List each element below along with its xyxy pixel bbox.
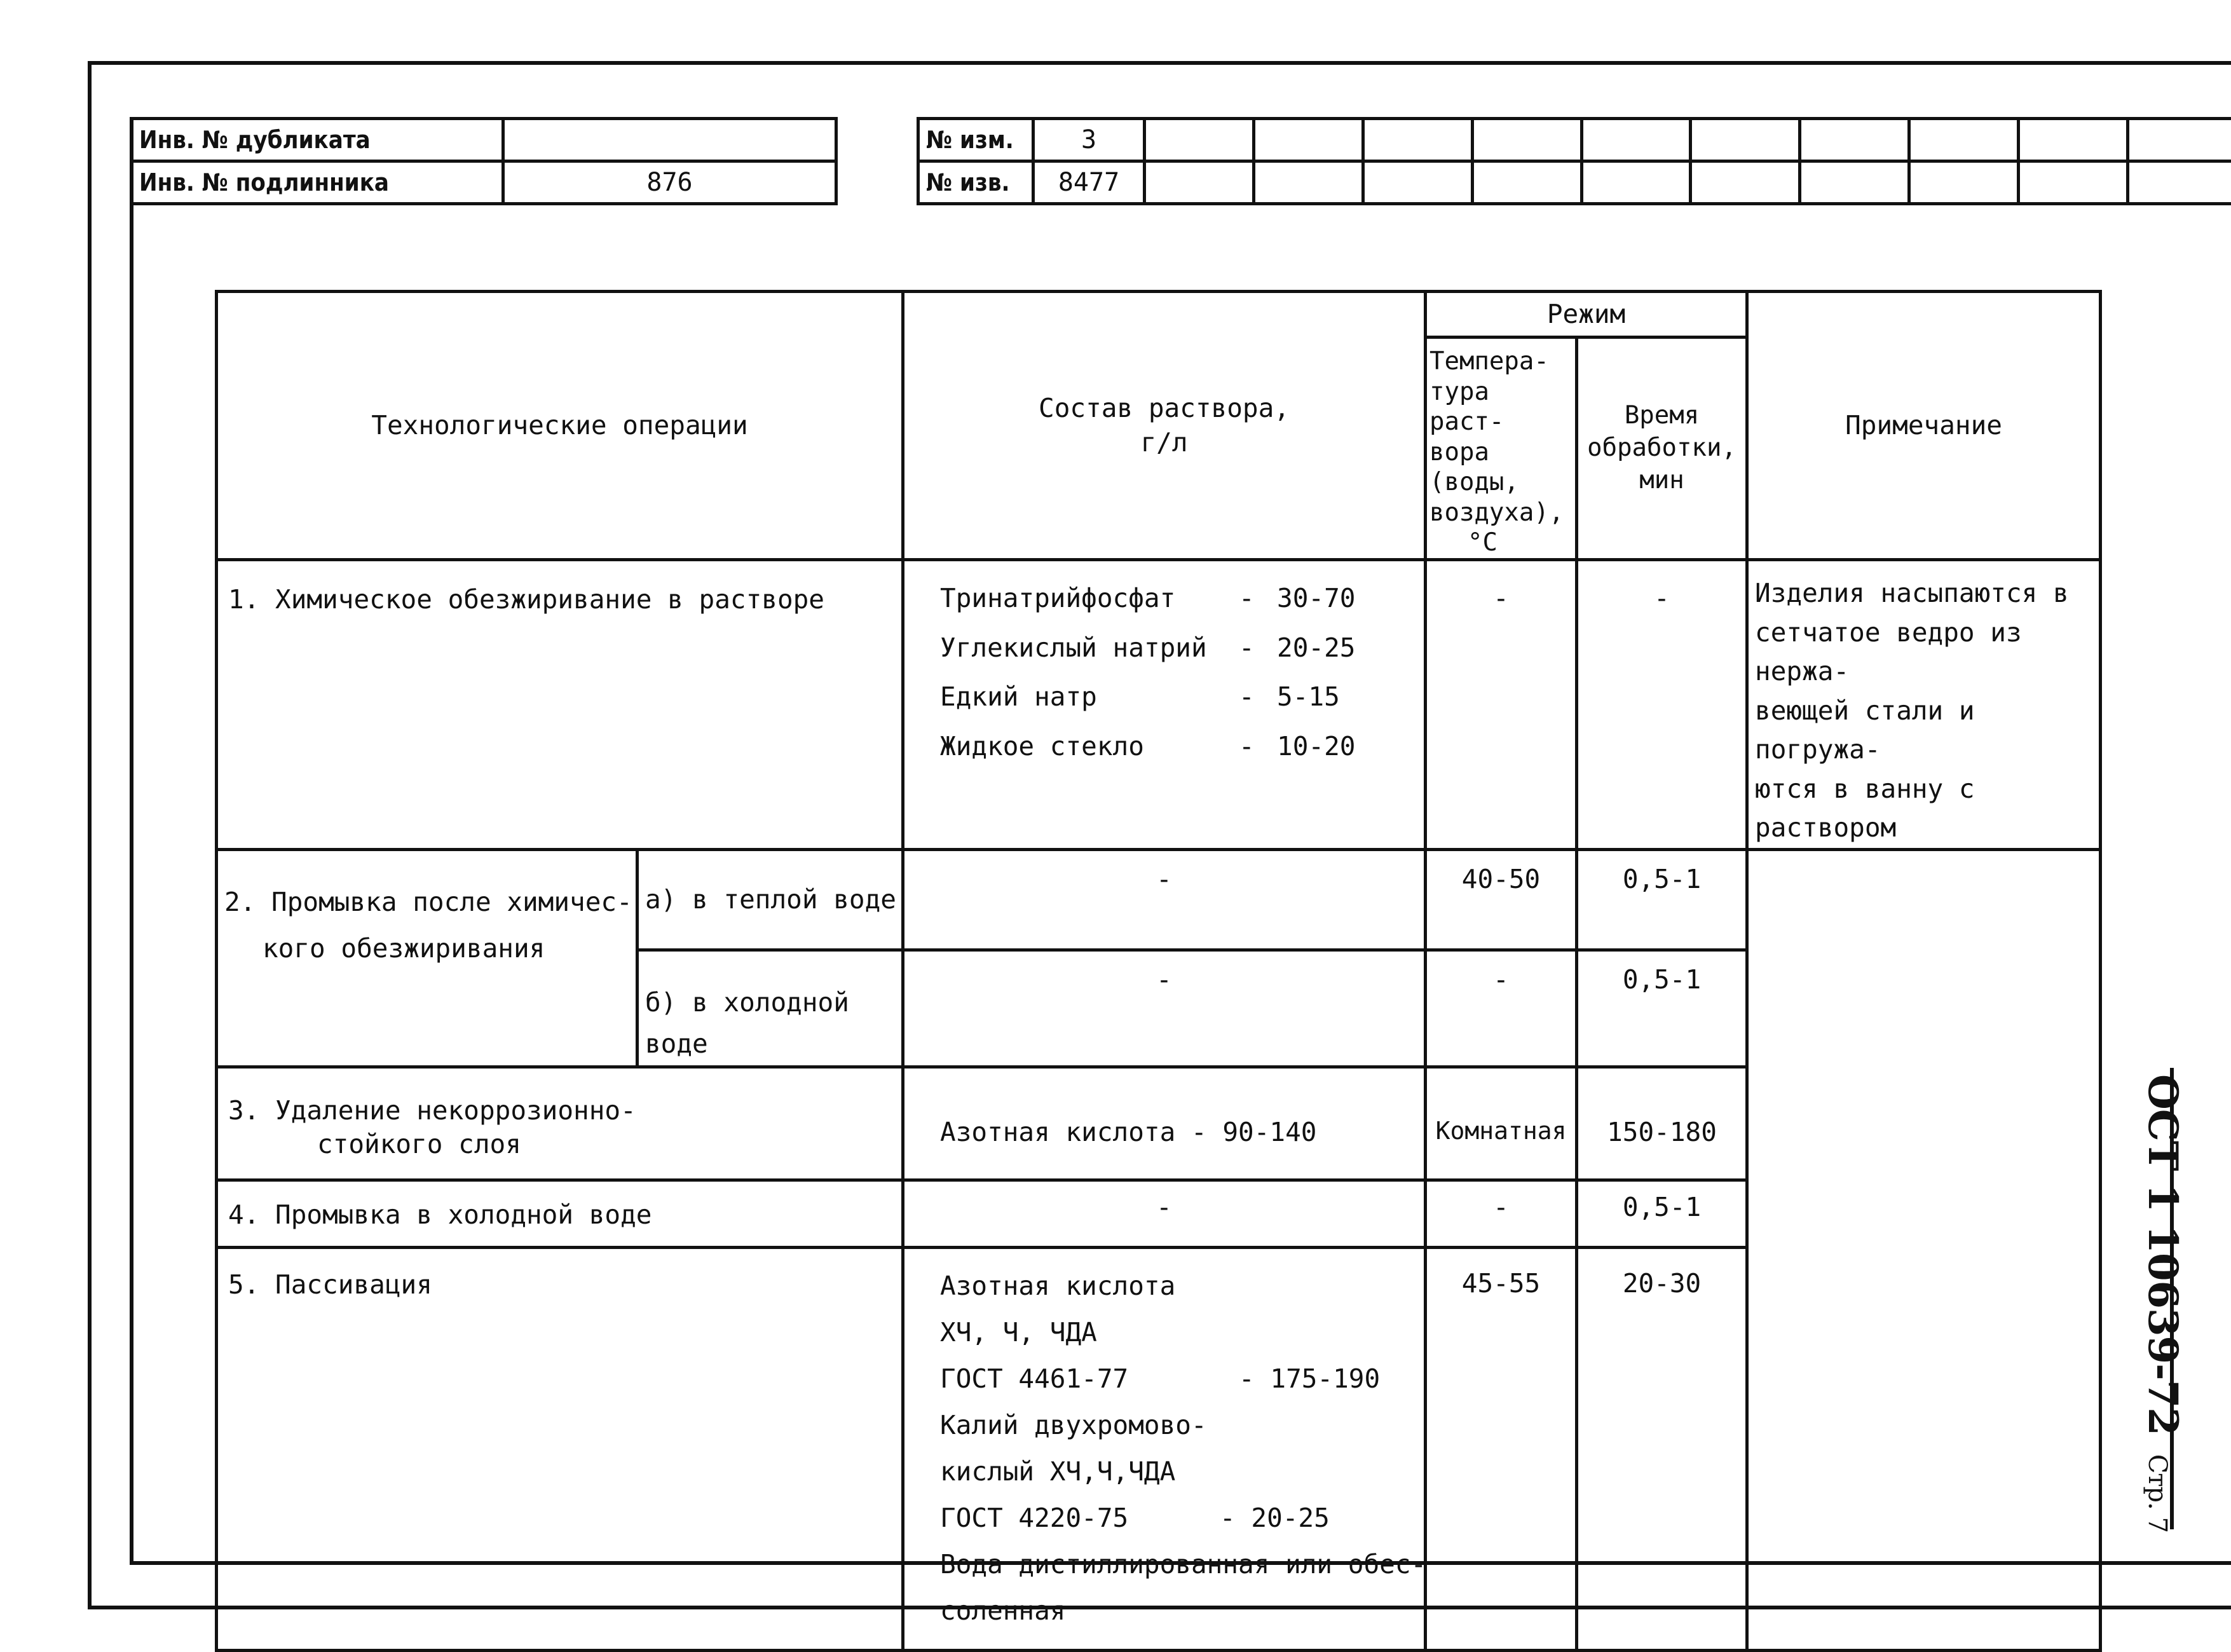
composition-5: Азотная кислота ХЧ, Ч, ЧДА ГОСТ 4461-77 - 175-190 Калий двухромово- кислый ХЧ,Ч,ЧДА ГОСТ 4220-75 - 20-25 Вода дистиллированная или обес- соленная — [903, 1247, 1426, 1650]
izv-label: № изв. — [918, 161, 1034, 204]
time-1: - — [1577, 560, 1747, 850]
op-2a: а) в теплой воде — [638, 849, 903, 950]
orig-value: 876 — [503, 161, 836, 204]
document-code: ОСТ 1 10639-72Стр. 7 — [2139, 1074, 2187, 1533]
op-2: 2. Промывка после химичес- кого обезжиривания — [217, 849, 638, 1067]
note-1: Изделия насыпаются в сетчатое ведро из нержа- веющей стали и погружа- ются в ванну с раствором — [1747, 560, 2101, 850]
time-2a: 0,5-1 — [1577, 849, 1747, 950]
composition-2a: - — [903, 849, 1426, 950]
header-note: Примечание — [1747, 292, 2101, 560]
stamp-inventory — [130, 117, 838, 205]
composition-2b: - — [903, 950, 1426, 1067]
op-1: 1. Химическое обезжиривание в растворе — [217, 560, 903, 850]
header-temperature: Темпера- тура раст- вора (воды, воздуха), °С — [1426, 338, 1577, 560]
time-5: 20-30 — [1577, 1247, 1747, 1650]
orig-label: Инв. № подлинника — [132, 161, 503, 204]
op-5: 5. Пассивация — [217, 1247, 903, 1650]
composition-3: Азотная кислота - 90-140 — [903, 1067, 1426, 1180]
composition-4: - — [903, 1180, 1426, 1247]
temp-2b: - — [1426, 950, 1577, 1067]
temp-2a: 40-50 — [1426, 849, 1577, 950]
time-2b: 0,5-1 — [1577, 950, 1747, 1067]
time-4: 0,5-1 — [1577, 1180, 1747, 1247]
temp-4: - — [1426, 1180, 1577, 1247]
izv-value: 8477 — [1034, 161, 1145, 204]
header-mode: Режим — [1426, 292, 1747, 338]
header-time: Время обработки, мин — [1577, 338, 1747, 560]
izm-label: № изм. — [918, 119, 1034, 161]
page-number: Стр. 7 — [2143, 1454, 2172, 1533]
izm-value: 3 — [1034, 119, 1145, 161]
process-table — [215, 290, 2102, 1652]
composition-1: Тринатрийфосфат - 30-70 Углекислый натрий - 20-25 Едкий натр - 5-15 Жидкое стекло - 10-20 — [903, 560, 1426, 850]
op-3: 3. Удаление некоррозионно- стойкого слоя — [217, 1067, 903, 1180]
dup-value — [503, 119, 836, 161]
stamp-changes — [917, 117, 2231, 205]
header-composition: Состав раствора, г/л — [903, 292, 1426, 560]
time-3: 150-180 — [1577, 1067, 1747, 1180]
temp-3: Комнатная — [1426, 1067, 1577, 1180]
dup-label: Инв. № дубликата — [132, 119, 503, 161]
op-2b: б) в холодной воде — [638, 950, 903, 1067]
header-operations: Технологические операции — [217, 292, 903, 560]
op-4: 4. Промывка в холодной воде — [217, 1180, 903, 1247]
note-empty — [1747, 849, 2101, 1650]
temp-1: - — [1426, 560, 1577, 850]
temp-5: 45-55 — [1426, 1247, 1577, 1650]
